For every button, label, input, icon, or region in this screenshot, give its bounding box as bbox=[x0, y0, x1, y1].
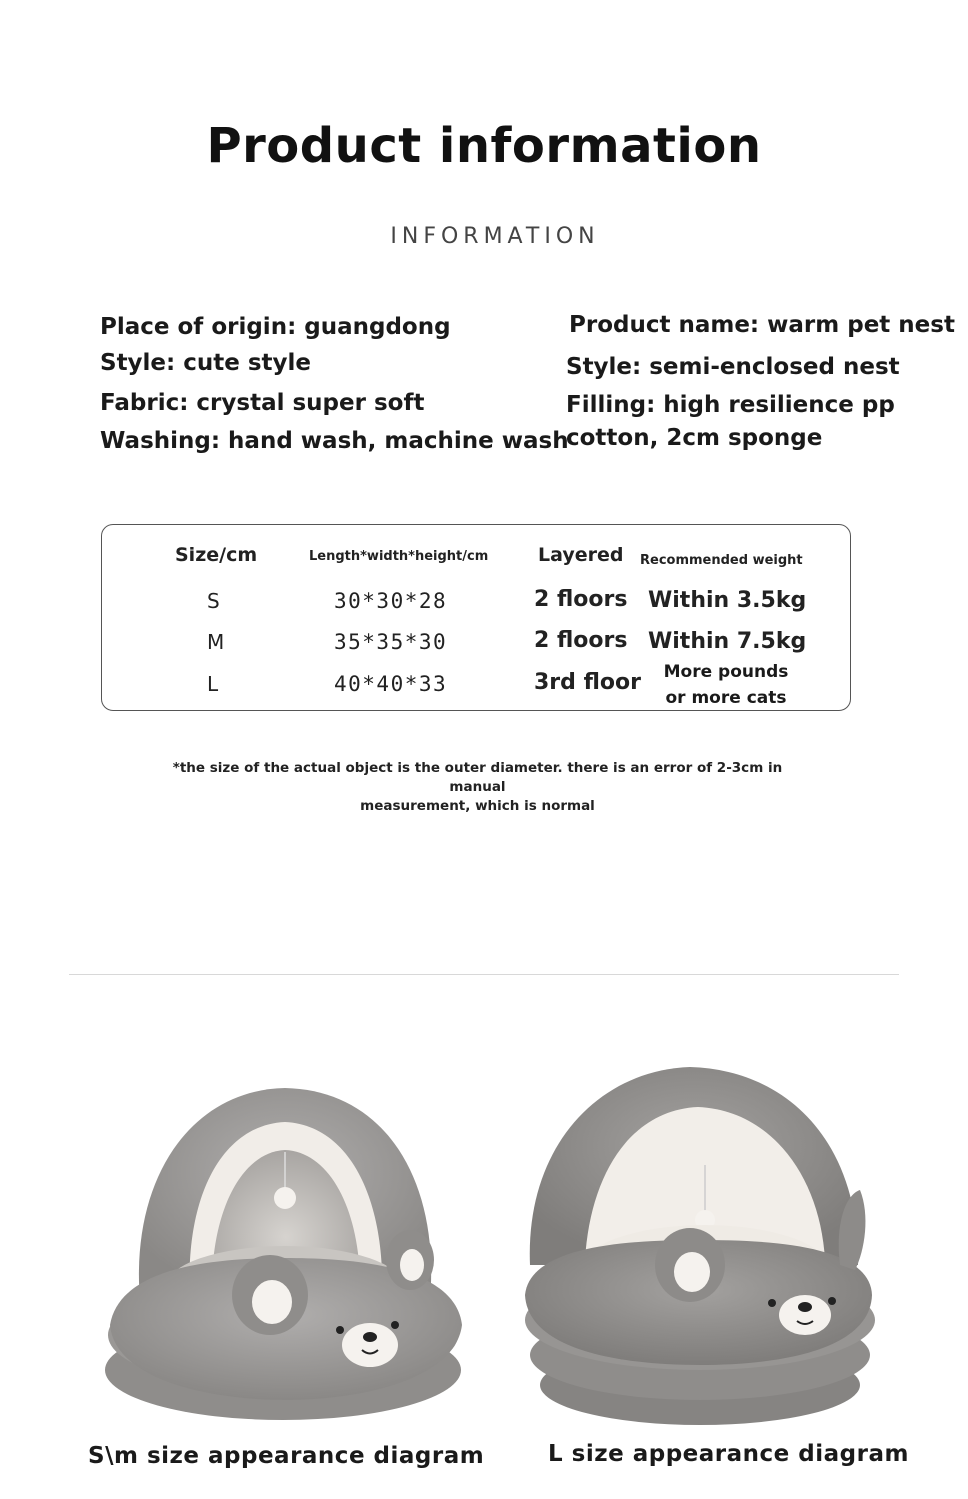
table-header-dimensions: Length*width*height/cm bbox=[309, 549, 489, 564]
weight-line-1: More pounds bbox=[663, 662, 789, 682]
page-subtitle: INFORMATION bbox=[390, 224, 600, 249]
page-title: Product information bbox=[206, 118, 762, 174]
sm-pet-bed-image bbox=[100, 1080, 470, 1430]
table-cell-layered: 2 floors bbox=[534, 628, 628, 653]
table-cell-weight: Within 3.5kg bbox=[648, 588, 807, 613]
spec-origin: Place of origin: guangdong bbox=[100, 314, 451, 340]
weight-line-2: or more cats bbox=[665, 688, 787, 708]
table-cell-dimensions: 35*35*30 bbox=[334, 630, 448, 654]
section-divider bbox=[69, 974, 899, 975]
l-pet-bed-image bbox=[520, 1065, 880, 1430]
spec-fabric: Fabric: crystal super soft bbox=[100, 390, 425, 416]
note-line-1: *the size of the actual object is the outer diameter. there is an error of 2-3cm in manual bbox=[172, 760, 783, 795]
spec-style-nest: Style: semi-enclosed nest bbox=[566, 354, 900, 380]
table-cell-weight bbox=[651, 659, 801, 711]
table-cell-dimensions: 30*30*28 bbox=[334, 589, 448, 613]
table-cell-layered: 3rd floor bbox=[534, 670, 641, 695]
table-cell-size: S bbox=[207, 589, 220, 613]
spec-washing: Washing: hand wash, machine wash bbox=[100, 428, 569, 454]
table-cell-layered: 2 floors bbox=[534, 587, 628, 612]
table-header-size: Size/cm bbox=[175, 544, 258, 566]
spec-product-name: Product name: warm pet nest bbox=[569, 312, 955, 338]
note-line-2: measurement, which is normal bbox=[360, 798, 595, 814]
table-header-layered: Layered bbox=[538, 544, 624, 566]
spec-style: Style: cute style bbox=[100, 350, 312, 376]
table-cell-dimensions: 40*40*33 bbox=[334, 672, 448, 696]
caption-l-size: L size appearance diagram bbox=[548, 1441, 909, 1467]
table-cell-size: M bbox=[207, 630, 225, 654]
table-cell-weight: Within 7.5kg bbox=[648, 629, 807, 654]
measurement-note bbox=[150, 759, 805, 816]
size-table bbox=[101, 524, 851, 711]
caption-sm-size: S\m size appearance diagram bbox=[88, 1443, 485, 1469]
spec-filling: Filling: high resilience pp bbox=[566, 392, 895, 418]
spec-filling-cont: cotton, 2cm sponge bbox=[566, 425, 823, 451]
table-header-weight: Recommended weight bbox=[640, 553, 803, 568]
table-cell-size: L bbox=[207, 672, 219, 696]
